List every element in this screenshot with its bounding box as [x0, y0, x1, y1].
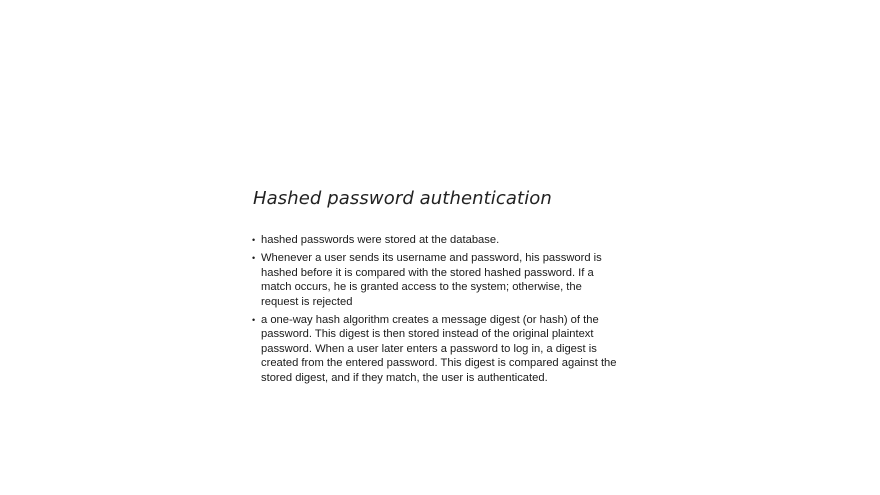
- bullet-item: [252, 313, 622, 385]
- bullet-text: hashed passwords were stored at the database.: [261, 234, 500, 246]
- bullet-item: [252, 233, 622, 247]
- slide-title: Hashed password authentication: [253, 188, 552, 209]
- bullet-text: Whenever a user sends its username and password, his password is hashed before it is compared with the stored hashed password. If a match occurs, he is granted access to the system; otherwise, the request is rejected: [261, 252, 602, 308]
- bullet-text: a one-way hash algorithm creates a message digest (or hash) of the password. This digest is then stored instead of the original plaintext password. When a user later enters a password to log in, a digest is created from the entered password. This digest is compared against the stored digest, and if they match, the user is authenticated.: [261, 314, 617, 384]
- bullet-icon: •: [252, 253, 256, 264]
- bullet-icon: •: [252, 315, 256, 326]
- bullet-icon: •: [252, 235, 256, 245]
- bullet-list: [252, 233, 622, 389]
- bullet-item: [252, 251, 622, 309]
